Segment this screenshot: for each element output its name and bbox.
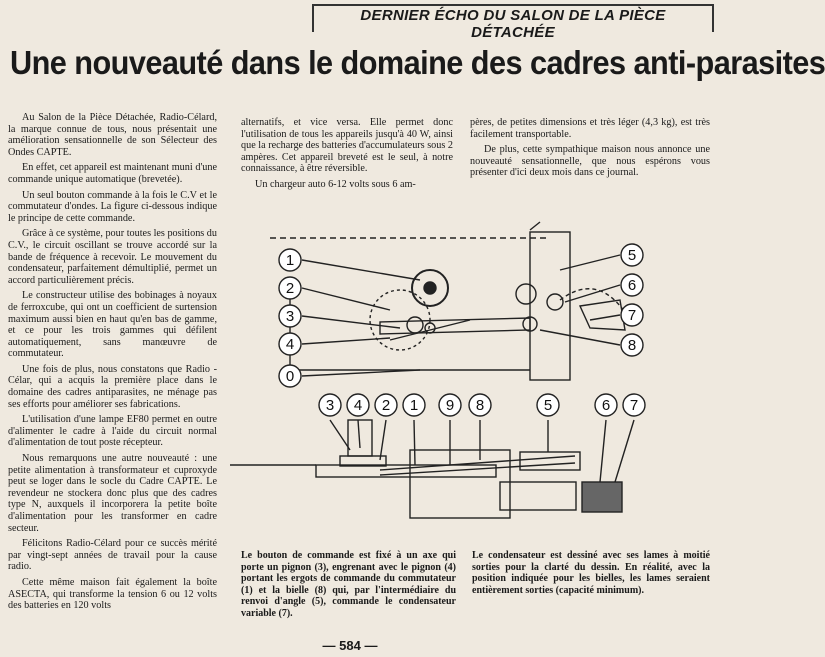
callout-label: 1 — [285, 252, 295, 269]
callout-label: 7 — [629, 397, 639, 414]
paragraph: Le constructeur utilise des bobinages à noyaux de ferroxcube, qui ont un coefficient de surtension maximum aussi bien en haut qu'en bas de gamme, et ce pour les trois gammes qui défilent automatiquement, sans manœuvre de commutateur. — [8, 290, 217, 360]
callout-label: 2 — [381, 397, 391, 414]
paragraph: Grâce à ce système, pour toutes les positions du C.V., le circuit oscillant se trouve accordé sur la bande de fréquence à recevoir. Le mouvement du condensateur, parfaitement démultiplié, permet un accord particulièrement précis. — [8, 228, 217, 286]
paragraph: Un seul bouton commande à la fois le C.V et le commutateur d'ondes. La figure ci-dessous indique le principe de cette commande. — [8, 189, 217, 224]
paragraph: Une fois de plus, nous constatons que Radio - Célar, qui a acquis la première place dans le domaine des cadres antiparasites, ne ménage pas ses efforts pour améliorer ses fabrications. — [8, 363, 217, 410]
callout-label: 7 — [627, 307, 637, 324]
callout-label: 4 — [353, 397, 363, 414]
paragraph: Cette même maison fait également la boîte ASECTA, qui transforme la tension 6 ou 12 volts des batteries en 120 volts — [8, 576, 217, 612]
callout-label: 8 — [475, 397, 485, 414]
paragraph: En effet, cet appareil est maintenant muni d'une commande unique automatique (brevetée). — [8, 162, 217, 185]
paragraph: Félicitons Radio-Célard pour ce succès mérité par vingt-sept années de travail pour la cause radio. — [8, 538, 217, 573]
paragraph: pères, de petites dimensions et très léger (4,3 kg), est très facilement transportable. — [470, 117, 710, 140]
paragraph: Au Salon de la Pièce Détachée, Radio-Célard, la marque connue de tous, nous présentait une amélioration sensationnelle de son Sélecteur des Ondes CAPTE. — [8, 112, 217, 158]
figure-caption-left: Le bouton de commande est fixé à un axe qui porte un pignon (3), engrenant avec le pignon (4) portant les ergots de commande du commutateur (1) et la bielle (8) qui, par l'intermédiaire du renvoi d'angle (5), commande le condensateur variable (7). — [241, 550, 456, 619]
article-title: Une nouveauté dans le domaine des cadres anti-parasites — [10, 44, 825, 81]
paragraph: Nous remarquons une autre nouveauté : une petite alimentation à transformateur et cuproxyde peut se loger dans le socle du Cadre CAPTE. Le revendeur ne stockera donc plus que des cadres type N, auxquels il incorporera la petite boîte d'alimentation pour les transformer en cadre secteur. — [8, 453, 217, 534]
callout-label: 4 — [285, 336, 295, 353]
paragraph: alternatifs, et vice versa. Elle permet donc l'utilisation de tous les appareils jusqu'à 40 W, ainsi que la recharge des batteries d'accumulateurs sous 2 ampères. Cet appareil breveté est le seul, à notre connaissance, à être réversible. — [241, 117, 453, 175]
paragraph: De plus, cette sympathique maison nous annonce une nouveauté sensationnelle, que nous espérons vous présenter d'ici deux mois dans ce journal. — [470, 144, 710, 179]
callout-label: 6 — [627, 277, 637, 294]
callout-label: 2 — [285, 280, 295, 297]
callout-label: 0 — [285, 368, 295, 385]
column-1 — [8, 112, 217, 616]
column-2 — [241, 117, 453, 195]
callout-label: 3 — [285, 308, 295, 325]
callout-label: 8 — [627, 337, 637, 354]
callout-label: 6 — [601, 397, 611, 414]
page-number: — 584 — — [322, 638, 378, 653]
callout-label: 3 — [325, 397, 335, 414]
mechanism-figure — [230, 220, 712, 542]
section-header: DERNIER ÉCHO DU SALON DE LA PIÈCE DÉTACHÉE — [360, 7, 666, 41]
callout-label: 9 — [445, 397, 455, 414]
callout-label: 5 — [543, 397, 553, 414]
figure-caption-right: Le condensateur est dessiné avec ses lames à moitié sorties pour la clarté du dessin. En réalité, avec la position indiquée pour les bielles, les lames seraient entièrement sorties (capacité minimum). — [472, 550, 710, 596]
paragraph: L'utilisation d'une lampe EF80 permet en outre d'alimenter le cadre à l'aide du circuit normal d'alimentation de tout poste récepteur. — [8, 414, 217, 449]
callout-label: 1 — [409, 397, 419, 414]
column-3 — [470, 117, 710, 183]
paragraph: Un chargeur auto 6-12 volts sous 6 am- — [255, 178, 416, 190]
callout-label: 5 — [627, 247, 637, 264]
